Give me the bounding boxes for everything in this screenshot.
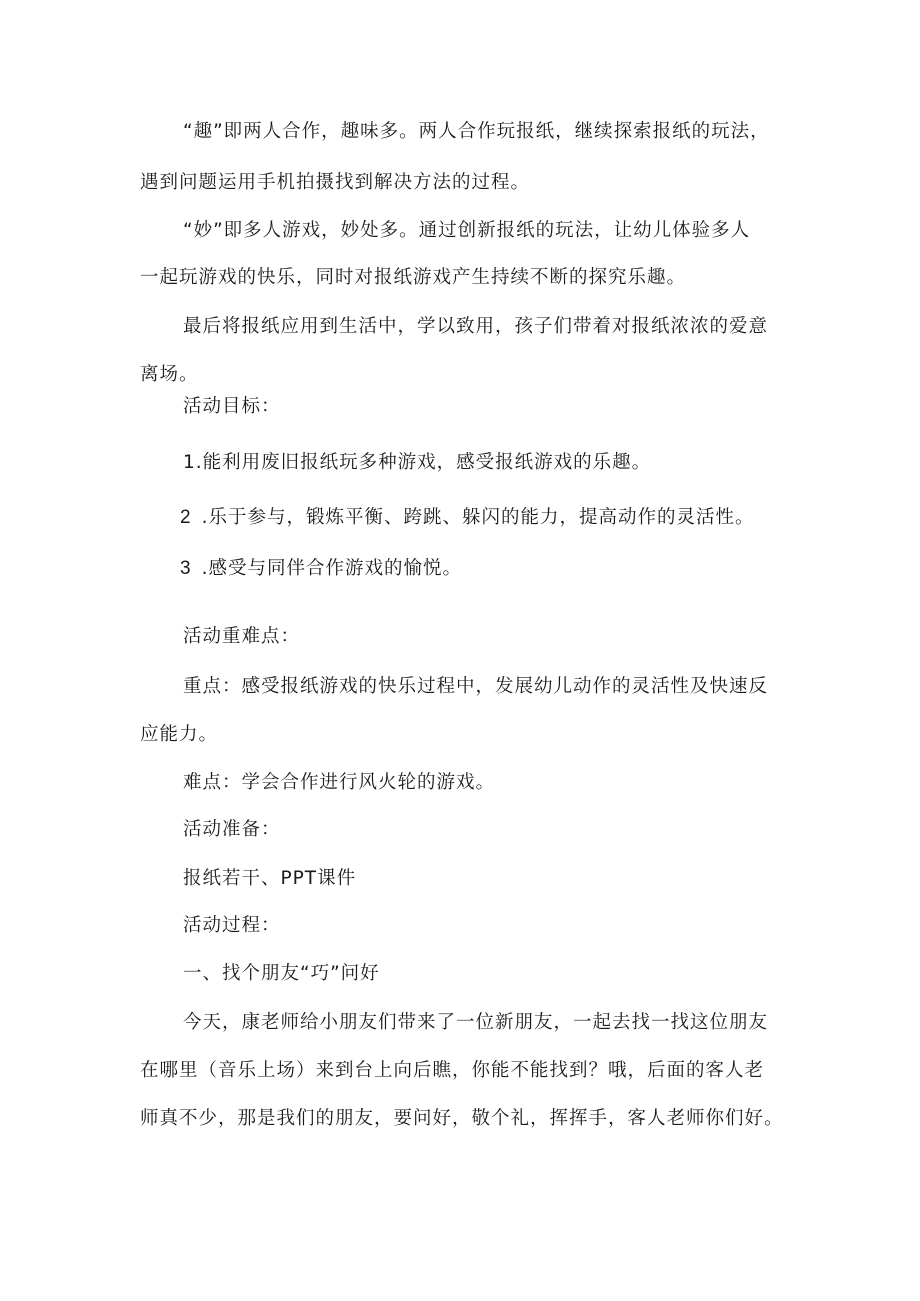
goal-number-2: 2 [180, 507, 192, 528]
goal-item-2 [180, 506, 754, 530]
preparation-items: 报纸若干、PPT课件 [183, 868, 357, 889]
goals-heading: 活动目标： [183, 396, 281, 417]
goal-text-2: .乐于参与，锻炼平衡、跨跳、躲闪的能力，提高动作的灵活性。 [201, 507, 755, 528]
key-point-line-2: 应能力。 [140, 724, 219, 745]
goal-item-3 [180, 557, 462, 581]
paragraph-final-line-2: 离场。 [140, 364, 199, 385]
goal-number-3: 3 [180, 558, 192, 579]
paragraph-qu-line-1: “趣”即两人合作，趣味多。两人合作玩报纸，继续探索报纸的玩法， [183, 121, 770, 142]
section-1-line-2: 在哪里（音乐上场）来到台上向后瞧，你能不能找到？哦，后面的客人老 [140, 1060, 765, 1081]
goal-item-1: 1.能利用废旧报纸玩多种游戏，感受报纸游戏的乐趣。 [183, 452, 652, 473]
paragraph-qu-line-2: 遇到问题运用手机拍摄找到解决方法的过程。 [140, 172, 531, 193]
section-1-title: 一、找个朋友“巧”问好 [183, 963, 380, 984]
difficulty-line: 难点：学会合作进行风火轮的游戏。 [183, 772, 496, 793]
goal-text-3: .感受与同伴合作游戏的愉悦。 [201, 558, 462, 579]
paragraph-miao-line-2: 一起玩游戏的快乐，同时对报纸游戏产生持续不断的探究乐趣。 [140, 267, 687, 288]
section-1-line-3: 师真不少，那是我们的朋友，要问好，敬个礼，挥挥手，客人老师你们好。 [140, 1108, 784, 1129]
paragraph-final-line-1: 最后将报纸应用到生活中，学以致用，孩子们带着对报纸浓浓的爱意 [183, 316, 769, 337]
key-point-line-1: 重点：感受报纸游戏的快乐过程中，发展幼儿动作的灵活性及快速反 [183, 676, 769, 697]
key-points-heading: 活动重难点： [183, 626, 301, 647]
paragraph-miao-line-1: “妙”即多人游戏，妙处多。通过创新报纸的玩法，让幼儿体验多人 [183, 220, 751, 241]
preparation-heading: 活动准备： [183, 819, 281, 840]
process-heading: 活动过程： [183, 915, 281, 936]
section-1-line-1: 今天，康老师给小朋友们带来了一位新朋友，一起去找一找这位朋友 [183, 1012, 769, 1033]
